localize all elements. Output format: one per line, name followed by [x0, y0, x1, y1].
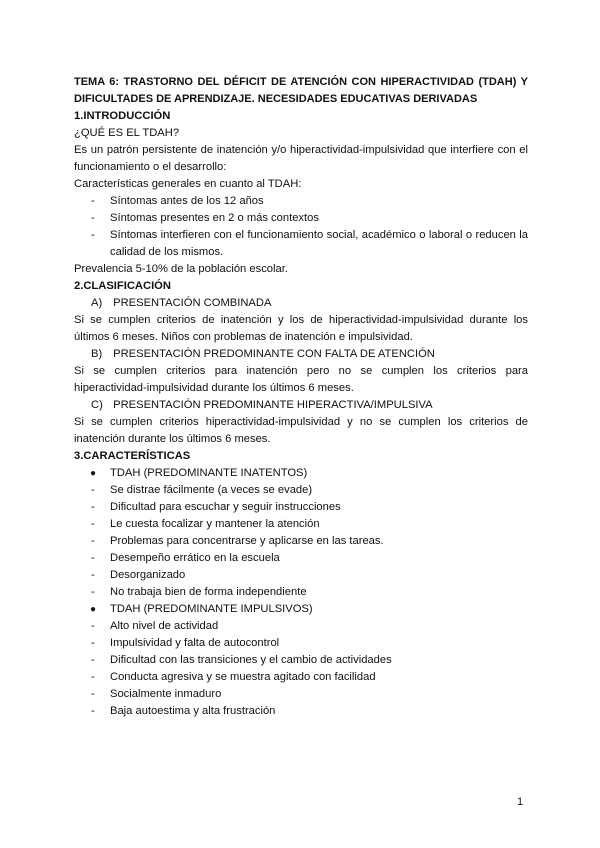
type-description: Si se cumplen criterios de inatención y los de hiperactividad-impulsividad durante los últimos 6 meses. Niños con problemas de inatención e impulsividad. [74, 314, 528, 343]
list-item: - Síntomas presentes en 2 o más contextos [74, 210, 528, 227]
section-heading-introduction: 1.INTRODUCCIÓN [74, 110, 171, 122]
list-item: - Desorganizado [74, 567, 528, 584]
list-item: - Dificultad para escuchar y seguir instrucciones [74, 499, 528, 516]
type-letter: B) [91, 348, 103, 360]
list-item: - Problemas para concentrarse y aplicarse en las tareas. [74, 533, 528, 550]
prevalence-text: Prevalencia 5-10% de la población escolar. [74, 263, 288, 275]
type-description: Si se cumplen criterios hiperactividad-impulsividad y no se cumplen los criterios de inatención durante los últimos 6 meses. [74, 416, 528, 445]
type-name: PRESENTACIÓN PREDOMINANTE CON FALTA DE ATENCIÓN [113, 348, 435, 360]
list-item: - Socialmente inmaduro [74, 686, 528, 703]
section-heading-characteristics: 3.CARACTERÍSTICAS [74, 450, 191, 462]
type-letter: C) [91, 399, 103, 411]
type-name: PRESENTACIÓN PREDOMINANTE HIPERACTIVA/IMPULSIVA [113, 399, 433, 411]
classification-type-b [74, 346, 528, 363]
list-item: - Dificultad con las transiciones y el cambio de actividades [74, 652, 528, 669]
type-name: PRESENTACIÓN COMBINADA [113, 297, 272, 309]
list-item: - Baja autoestima y alta frustración [74, 703, 528, 720]
intro-question: ¿QUÉ ES EL TDAH? [74, 127, 180, 139]
classification-type-c [74, 397, 528, 414]
bullet-icon: ● [90, 604, 97, 615]
section-heading-classification: 2.CLASIFICACIÓN [74, 280, 171, 292]
inattentive-list [74, 482, 528, 601]
impulsive-group-label [74, 601, 528, 618]
features-label: Características generales en cuanto al TDAH: [74, 178, 302, 190]
features-list [74, 193, 528, 261]
list-item: - Conducta agresiva y se muestra agitado con facilidad [74, 669, 528, 686]
list-item: - Le cuesta focalizar y mantener la atención [74, 516, 528, 533]
list-item: - Desempeño errático en la escuela [74, 550, 528, 567]
group-label-text: TDAH (PREDOMINANTE INATENTOS) [110, 467, 308, 479]
type-description: Si se cumplen criterios para inatención pero no se cumplen los criterios para hiperactividad-impulsividad durante los últimos 6 meses. [74, 365, 528, 394]
list-item: - Síntomas antes de los 12 años [74, 193, 528, 210]
list-item: - Alto nivel de actividad [74, 618, 528, 635]
intro-definition: Es un patrón persistente de inatención y/o hiperactividad-impulsividad que interfiere con el funcionamiento o el desarrollo: [74, 144, 528, 173]
inattentive-group-label [74, 465, 528, 482]
document-title: TEMA 6: TRASTORNO DEL DÉFICIT DE ATENCIÓN CON HIPERACTIVIDAD (TDAH) Y DIFICULTADES DE APRENDIZAJE. NECESIDADES EDUCATIVAS DERIVADAS [74, 76, 528, 105]
bullet-icon: ● [90, 468, 97, 479]
list-item: - No trabaja bien de forma independiente [74, 584, 528, 601]
group-label-text: TDAH (PREDOMINANTE IMPULSIVOS) [110, 603, 313, 615]
type-letter: A) [91, 297, 103, 309]
list-item: - Síntomas interfieren con el funcionamiento social, académico o laboral o reducen la calidad de los mismos. [74, 227, 528, 261]
list-item: - Impulsividad y falta de autocontrol [74, 635, 528, 652]
list-item: - Se distrae fácilmente (a veces se evade) [74, 482, 528, 499]
classification-type-a [74, 295, 528, 312]
impulsive-list [74, 618, 528, 720]
page-number: 1 [517, 796, 524, 808]
page-content [74, 74, 528, 720]
